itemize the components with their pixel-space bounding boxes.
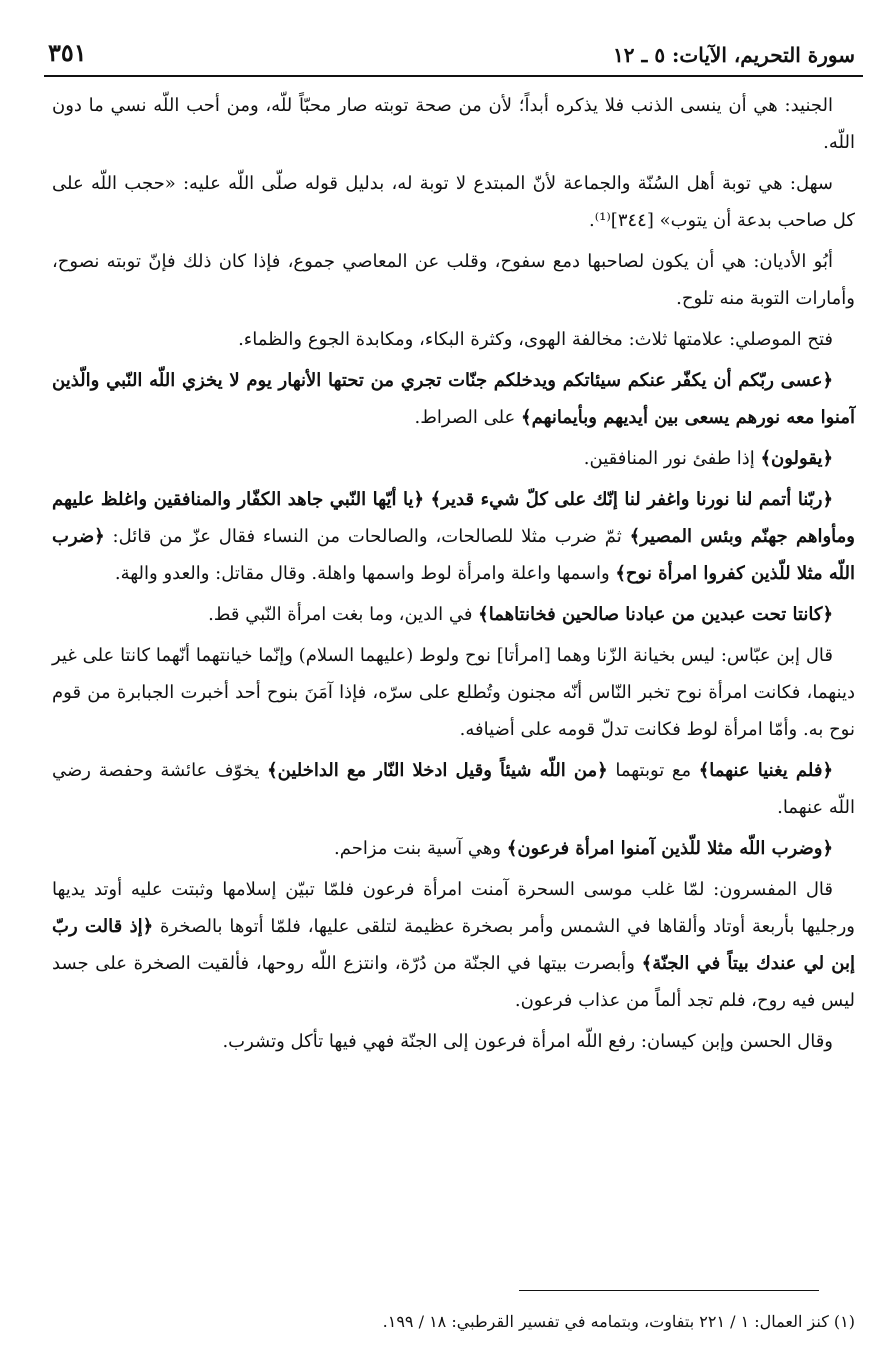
text-run: في الدين، وما بغت امرأة النّبي قط.: [208, 604, 479, 625]
paragraph: [44, 871, 863, 1019]
quran-verse: ﴿يقولون﴾: [760, 448, 833, 469]
paragraph: [44, 87, 863, 161]
page-number: ٣٥١: [48, 38, 87, 67]
paragraph: [44, 440, 863, 477]
quran-verse: ﴿من اللّه شيئاً وقيل ادخلا النّار مع الداخلين﴾: [267, 760, 608, 781]
text-run: واسمها واعلة وامرأة لوط واسمها واهلة. وقال مقاتل: والعدو والهة.: [114, 563, 616, 584]
paragraph: [44, 165, 863, 239]
text-run: وأبصرت بيتها في الجنّة من دُرّة، وانتزع اللّه روحها، فألقيت الصخرة على جسد ليس فيه روح، فلم تجد ألماً من عذاب فرعون.: [52, 953, 855, 1011]
text-run: سهل: هي توبة أهل السُنّة والجماعة لأنّ المبتدع لا توبة له، بدليل قوله صلّى اللّه عليه: «حجب اللّه على كل صاحب بدعة أن يتوب» [٣٤٤]⁽¹⁾.: [52, 173, 855, 231]
text-run: أبُو الأديان: هي أن يكون لصاحبها دمع سفوح، وقلب عن المعاصي جموع، فإذا كان ذلك فإنّ توبته نصوح، وأمارات التوبة منه تلوح.: [52, 251, 855, 309]
footnote-divider: [519, 1290, 819, 1291]
text-run: قال إبن عبّاس: ليس بخيانة الزّنا وهما [امرأتا] نوح ولوط (عليهما السلام) وإنّما خيانتهما أنّهما كانتا على غير دينهما، فكانت امرأة نوح تخبر النّاس أنّه مجنون وتُطلع على سرّه، فإذا آمَنَ بنوح أحد أخبرت الجبابرة من قوم نوح به. وأمّا امرأة لوط فكانت تدلّ قومه على أضيافه.: [52, 645, 855, 740]
quran-verse: ﴿كانتا تحت عبدين من عبادنا صالحين فخانتاهما﴾: [478, 604, 833, 625]
paragraph: [44, 1023, 863, 1060]
quran-verse: ﴿ضرب اللّه مثلا للّذين كفروا امرأة نوح﴾: [52, 526, 855, 584]
paragraph: [44, 596, 863, 633]
quran-verse: ﴿إذ قالت ربّ إبن لي عندك بيتاً في الجنّة﴾: [52, 916, 856, 974]
quran-verse: ﴿ربّنا أتمم لنا نورنا واغفر لنا إنّك على كلّ شيء قدير﴾ ﴿يا أيّها النّبي جاهد الكفّار والمنافقين واغلظ عليهم ومأواهم جهنّم وبئس المصير﴾: [52, 489, 855, 547]
running-header: [44, 38, 863, 77]
paragraph: [44, 637, 863, 748]
text-run: مع توبتهما: [607, 760, 699, 781]
paragraph: [44, 362, 863, 436]
footnote: (١) كنز العمال: ١ / ٢٢١ بتفاوت، وبتمامه في تفسير القرطبي: ١٨ / ١٩٩.: [382, 1312, 855, 1331]
paragraph: [44, 243, 863, 317]
text-run: على الصراط.: [414, 407, 522, 428]
paragraph: [44, 481, 863, 592]
paragraph: [44, 830, 863, 867]
text-run: قال المفسرون: لمّا غلب موسى السحرة آمنت امرأة فرعون فلمّا تبيّن إسلامها وثبتت عليه أوتد يديها ورجليها بأربعة أوتاد وألقاها في الشمس وأمر بصخرة عظيمة لتلقى عليها، فلمّا أتوها بالصخرة: [52, 879, 855, 937]
text-run: إذا طفئ نور المنافقين.: [583, 448, 761, 469]
paragraph: [44, 321, 863, 358]
text-run: وقال الحسن وإبن كيسان: رفع اللّه امرأة فرعون إلى الجنّة فهي فيها تأكل وتشرب.: [222, 1031, 833, 1052]
quran-verse: ﴿عسى ربّكم أن يكفّر عنكم سيئاتكم ويدخلكم جنّات تجري من تحتها الأنهار يوم لا يخزي اللّه النّبي والّذين آمنوا معه نورهم يسعى بين أيديهم وبأيمانهم﴾: [52, 370, 855, 428]
text-run: ثمّ ضرب مثلا للصالحات، والصالحات من النساء فقال عزّ من قائل:: [104, 526, 630, 547]
body-text: [44, 87, 863, 1060]
paragraph: [44, 752, 863, 826]
text-run: يخوّف عائشة وحفصة رضي اللّه عنهما.: [52, 760, 855, 818]
text-run: الجنيد: هي أن ينسى الذنب فلا يذكره أبداً؛ لأن من صحة توبته صار محبّاً للّه، ومن أحب اللّه نسي ما دون اللّه.: [52, 95, 855, 153]
quran-verse: ﴿فلم يغنيا عنهما﴾: [698, 760, 834, 781]
surah-title: سورة التحريم، الآيات: ٥ ـ ١٢: [613, 43, 855, 67]
text-run: فتح الموصلي: علامتها ثلاث: مخالفة الهوى، وكثرة البكاء، ومكابدة الجوع والظماء.: [238, 329, 833, 350]
text-run: وهي آسية بنت مزاحم.: [334, 838, 507, 859]
quran-verse: ﴿وضرب اللّه مثلا للّذين آمنوا امرأة فرعون﴾: [506, 838, 833, 859]
